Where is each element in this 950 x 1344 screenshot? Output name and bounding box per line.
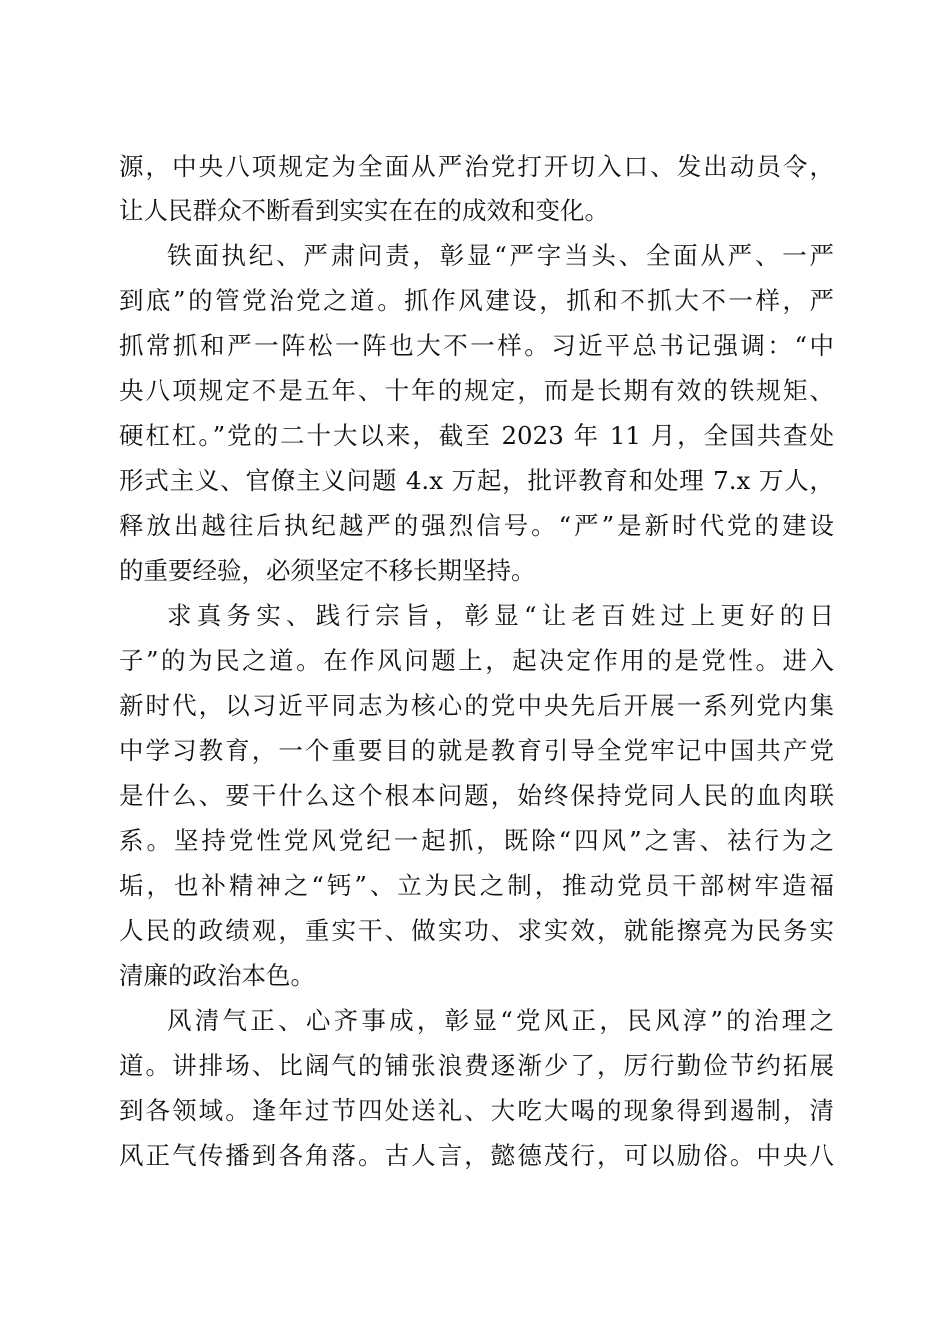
text-line: 央八项规定不是五年、十年的规定，而是长期有效的铁规矩、 xyxy=(119,376,834,405)
text-line: 风正气传播到各角落。古人言，懿德茂行，可以励俗。中央八 xyxy=(119,1141,834,1170)
text-line: 抓常抓和严一阵松一阵也大不一样。习近平总书记强调：“中 xyxy=(119,331,834,360)
text-line: 人民的政绩观，重实干、做实功、求实效，就能擦亮为民务实 xyxy=(119,916,834,945)
text-line: 垢，也补精神之“钙”、立为民之制，推动党员干部树牢造福 xyxy=(119,871,834,900)
paragraph-first-line: 求真务实、践行宗旨，彰显“让老百姓过上更好的日 xyxy=(167,601,834,630)
text-line: 源，中央八项规定为全面从严治党打开切入口、发出动员令， xyxy=(119,152,834,181)
text-line: 道。讲排场、比阔气的铺张浪费逐渐少了，厉行勤俭节约拓展 xyxy=(119,1051,834,1080)
text-line: 硬杠杠。”党的二十大以来，截至 2023 年 11 月，全国共查处 xyxy=(119,421,834,450)
text-line: 是什么、要干什么这个根本问题，始终保持党同人民的血肉联 xyxy=(119,781,834,810)
text-line: 新时代，以习近平同志为核心的党中央先后开展一系列党内集 xyxy=(119,691,834,720)
paragraph-first-line: 铁面执纪、严肃问责，彰显“严字当头、全面从严、一严 xyxy=(167,241,834,270)
text-line: 形式主义、官僚主义问题 4.x 万起，批评教育和处理 7.x 万人， xyxy=(119,466,834,495)
text-line: 释放出越往后执纪越严的强烈信号。“严”是新时代党的建设 xyxy=(119,511,834,540)
text-line: 到各领域。逢年过节四处送礼、大吃大喝的现象得到遏制，清 xyxy=(119,1096,834,1125)
text-line: 清廉的政治本色。 xyxy=(119,961,315,990)
text-line: 子”的为民之道。在作风问题上，起决定作用的是党性。进入 xyxy=(119,646,834,675)
text-line: 让人民群众不断看到实实在在的成效和变化。 xyxy=(119,196,609,225)
paragraph-first-line: 风清气正、心齐事成，彰显“党风正，民风淳”的治理之 xyxy=(167,1006,834,1035)
text-line: 系。坚持党性党风党纪一起抓，既除“四风”之害、祛行为之 xyxy=(119,826,834,855)
text-line: 中学习教育，一个重要目的就是教育引导全党牢记中国共产党 xyxy=(119,736,834,765)
text-line: 的重要经验，必须坚定不移长期坚持。 xyxy=(119,556,536,585)
text-line: 到底”的管党治党之道。抓作风建设，抓和不抓大不一样，严 xyxy=(119,286,834,315)
